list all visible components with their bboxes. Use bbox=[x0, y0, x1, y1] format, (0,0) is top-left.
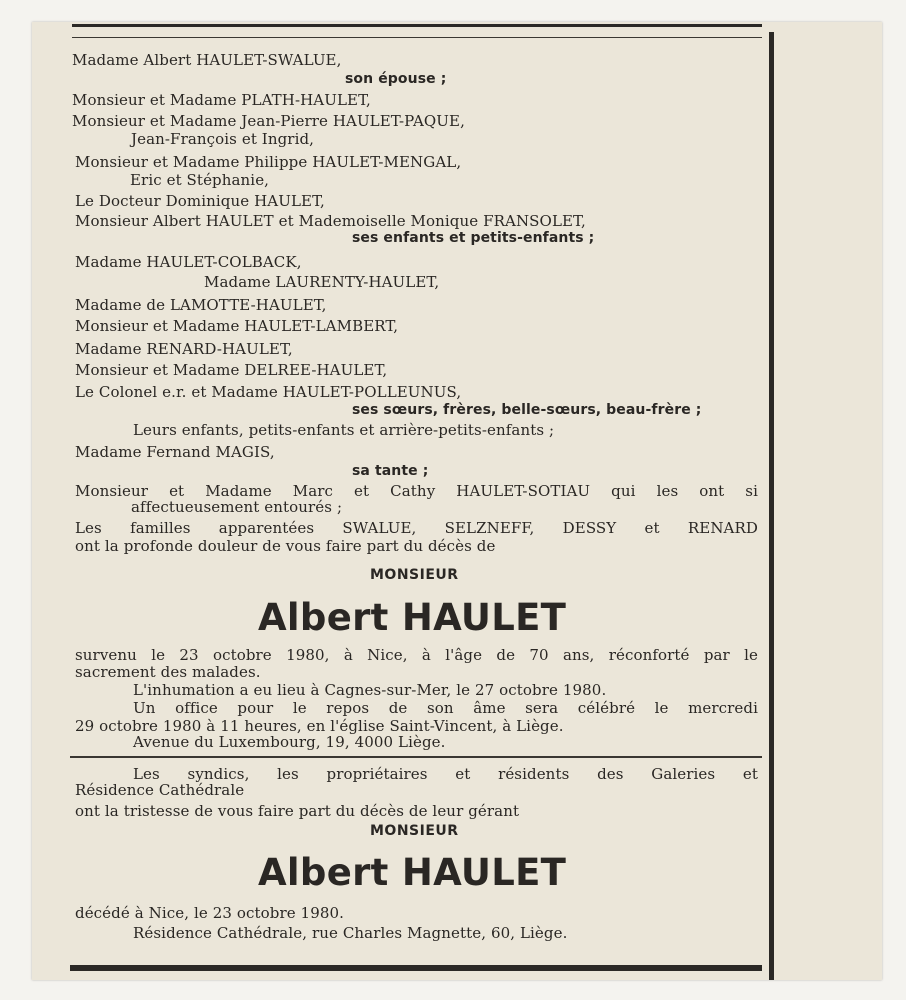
family-line: Madame LAURENTY-HAULET, bbox=[204, 273, 440, 291]
relation-line: ses enfants et petits-enfants ; bbox=[352, 230, 595, 246]
family-line: Madame de LAMOTTE-HAULET, bbox=[75, 296, 327, 314]
family-line: Madame RENARD-HAULET, bbox=[75, 340, 293, 358]
family-line: Madame Fernand MAGIS, bbox=[75, 443, 275, 461]
family-line: Les familles apparentées SWALUE, SELZNEFF, DESSY et RENARD bbox=[75, 519, 758, 537]
notice-separator-rule bbox=[70, 756, 762, 758]
family-line: Monsieur et Madame Jean-Pierre HAULET-PAQUE, bbox=[72, 112, 465, 130]
family-line: Monsieur et Madame HAULET-LAMBERT, bbox=[75, 317, 399, 335]
right-border-rule bbox=[769, 32, 774, 980]
notice-body-line: survenu le 23 octobre 1980, à Nice, à l'âge de 70 ans, réconforté par le bbox=[75, 646, 758, 664]
notice-body-line: Les syndics, les propriétaires et résidents des Galeries et bbox=[133, 765, 758, 783]
deceased-name: Albert HAULET bbox=[258, 596, 567, 639]
family-line: affectueusement entourés ; bbox=[131, 498, 343, 516]
family-line: Le Colonel e.r. et Madame HAULET-POLLEUNUS, bbox=[75, 383, 462, 401]
relation-line: ses sœurs, frères, belle-sœurs, beau-frère ; bbox=[352, 402, 702, 418]
notice-body-line: Résidence Cathédrale bbox=[75, 781, 245, 799]
notice-body-line: sacrement des malades. bbox=[75, 663, 261, 681]
family-line: Madame HAULET-COLBACK, bbox=[75, 253, 302, 271]
relation-line: son épouse ; bbox=[345, 71, 447, 87]
bottom-border-rule bbox=[70, 965, 762, 971]
family-line: Jean-François et Ingrid, bbox=[131, 130, 315, 148]
notice-body-line: Résidence Cathédrale, rue Charles Magnette, 60, Liège. bbox=[133, 924, 568, 942]
notice-body-line: décédé à Nice, le 23 octobre 1980. bbox=[75, 904, 344, 922]
notice-body-line: Avenue du Luxembourg, 19, 4000 Liège. bbox=[133, 733, 446, 751]
honorific: MONSIEUR bbox=[370, 567, 459, 583]
top-thin-rule bbox=[72, 37, 762, 38]
relation-line: sa tante ; bbox=[352, 463, 429, 479]
family-line: Monsieur Albert HAULET et Mademoiselle Monique FRANSOLET, bbox=[75, 212, 586, 230]
family-line: Leurs enfants, petits-enfants et arrière-petits-enfants ; bbox=[133, 421, 555, 439]
top-border-rule bbox=[72, 24, 762, 27]
family-line: Eric et Stéphanie, bbox=[130, 171, 270, 189]
family-line: Monsieur et Madame DELREE-HAULET, bbox=[75, 361, 388, 379]
family-line: Monsieur et Madame Philippe HAULET-MENGAL, bbox=[75, 153, 462, 171]
family-line: Monsieur et Madame PLATH-HAULET, bbox=[72, 91, 371, 109]
family-line: ont la profonde douleur de vous faire part du décès de bbox=[75, 537, 496, 555]
notice-body-line: L'inhumation a eu lieu à Cagnes-sur-Mer, le 27 octobre 1980. bbox=[133, 681, 607, 699]
notice-body-line: ont la tristesse de vous faire part du décès de leur gérant bbox=[75, 802, 520, 820]
deceased-name: Albert HAULET bbox=[258, 851, 567, 894]
notice-body-line: Un office pour le repos de son âme sera célébré le mercredi bbox=[133, 699, 758, 717]
honorific: MONSIEUR bbox=[370, 823, 459, 839]
notice-body-line: 29 octobre 1980 à 11 heures, en l'église Saint-Vincent, à Liège. bbox=[75, 717, 564, 735]
family-line: Madame Albert HAULET-SWALUE, bbox=[72, 51, 342, 69]
family-line: Monsieur et Madame Marc et Cathy HAULET-SOTIAU qui les ont si bbox=[75, 482, 758, 500]
family-line: Le Docteur Dominique HAULET, bbox=[75, 192, 325, 210]
